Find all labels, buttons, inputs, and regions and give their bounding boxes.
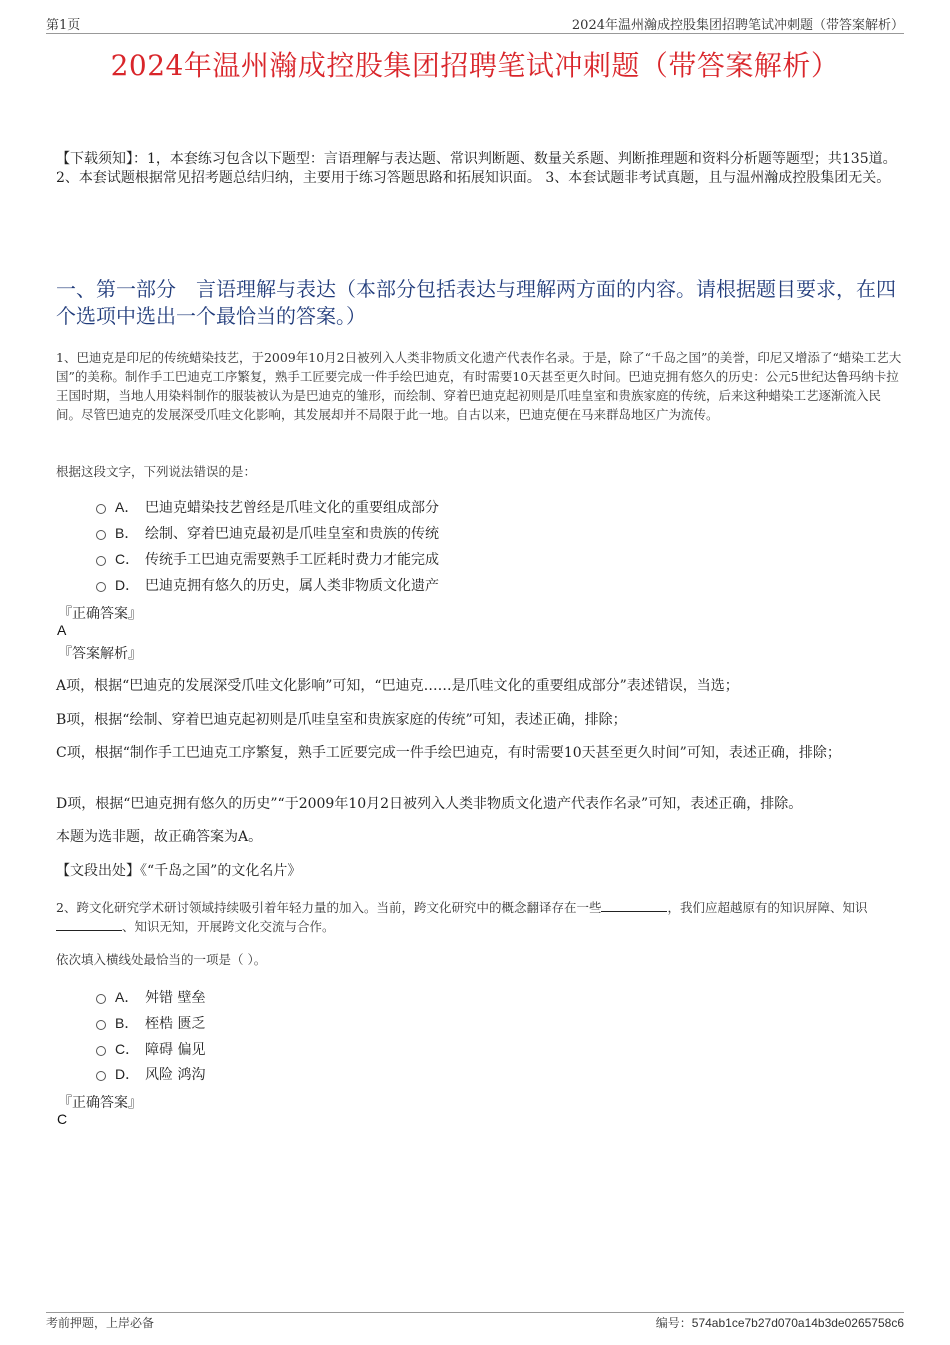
radio-icon[interactable]: [96, 1020, 106, 1030]
analysis-item-b: B项，根据“绘制、穿着巴迪克起初则是爪哇皇室和贵族家庭的传统”可知，表述正确，排除；: [56, 712, 627, 728]
analysis-item-c: C项，根据“制作手工巴迪克工序繁复，熟手工匠要完成一件手绘巴迪克，有时需要10天甚至更久时间”可知，表述正确，排除；: [56, 745, 841, 761]
option-text: 风险 鸿沟: [145, 1067, 206, 1083]
footer-divider: [46, 1312, 904, 1313]
analysis-item-d: D项，根据“巴迪克拥有悠久的历史”“于2009年10月2日被列入人类非物质文化遗产代表作名录”可知，表述正确，排除。: [56, 796, 803, 812]
radio-icon[interactable]: [96, 1071, 106, 1081]
doc-id-code: 574ab1ce7b27d070a14b3de0265758c6: [691, 1316, 904, 1330]
question-2-prompt: 依次填入横线处最恰当的一项是（ ）。: [56, 952, 267, 967]
analysis-item-a: A项，根据“巴迪克的发展深受爪哇文化影响”可知，“巴迪克……是爪哇文化的重要组成部分”表述错误，当选；: [56, 678, 739, 694]
option-text: 障碍 偏见: [145, 1042, 206, 1058]
radio-icon[interactable]: [96, 530, 106, 540]
question-2-text: [56, 898, 902, 936]
option-text: 巴迪克拥有悠久的历史，属人类非物质文化遗产: [145, 578, 439, 594]
doc-id-label: 编号：: [655, 1316, 692, 1330]
option-letter: D．: [115, 1066, 140, 1082]
page-title: 2024年温州瀚成控股集团招聘笔试冲刺题（带答案解析）: [110, 49, 840, 82]
correct-answer-value: C: [57, 1111, 68, 1127]
option-letter: A．: [115, 499, 139, 515]
radio-icon[interactable]: [96, 504, 106, 514]
correct-answer-value: A: [57, 622, 67, 638]
passage-source: 【文段出处】《“千岛之国”的文化名片》: [56, 863, 302, 879]
download-notice: 【下载须知】：1，本套练习包含以下题型：言语理解与表达题、常识判断题、数量关系题、判断推理题和资料分析题等题型；共135道。 2、本套试题根据常见招考题总结归纳，主要用于练习答题思路和拓展知识面。 3、本套试题非考试真题，且与温州瀚成控股集团无关。: [56, 151, 897, 186]
option-text: 传统手工巴迪克需要熟手工匠耗时费力才能完成: [145, 552, 439, 568]
question-2-option-d[interactable]: [96, 1064, 205, 1084]
question-2-option-c[interactable]: [96, 1039, 205, 1059]
option-letter: B．: [115, 1015, 139, 1031]
radio-icon[interactable]: [96, 556, 106, 566]
question-1-option-a[interactable]: [96, 497, 439, 517]
section-heading: 一、第一部分 言语理解与表达（本部分包括表达与理解两方面的内容。请根据题目要求，在四个选项中选出一个最恰当的答案。）: [56, 277, 896, 328]
correct-answer-label: 『正确答案』: [58, 1095, 142, 1111]
option-text: 舛错 壁垒: [145, 990, 206, 1006]
correct-answer-label: 『正确答案』: [58, 606, 142, 622]
header-doc-title: 2024年温州瀚成控股集团招聘笔试冲刺题（带答案解析）: [571, 18, 904, 33]
question-1-prompt: 根据这段文字，下列说法错误的是：: [56, 464, 257, 479]
option-text: 巴迪克蜡染技艺曾经是爪哇文化的重要组成部分: [145, 500, 439, 516]
fill-blank: [601, 899, 667, 912]
analysis-conclusion: 本题为选非题，故正确答案为A。: [56, 829, 263, 845]
option-text: 桎梏 匮乏: [145, 1016, 206, 1032]
option-letter: C．: [115, 1041, 140, 1057]
radio-icon[interactable]: [96, 1046, 106, 1056]
option-letter: D．: [115, 577, 140, 593]
option-letter: A．: [115, 989, 139, 1005]
footer-slogan: 考前押题，上岸必备: [46, 1316, 155, 1330]
fill-blank: [56, 918, 122, 931]
question-1-option-c[interactable]: [96, 549, 439, 569]
question-2-text-part: ，我们应超越原有的知识屏障、知识: [667, 900, 868, 915]
option-letter: C．: [115, 551, 140, 567]
radio-icon[interactable]: [96, 994, 106, 1004]
question-2-option-a[interactable]: [96, 987, 205, 1007]
question-1-option-d[interactable]: [96, 575, 439, 595]
question-2-text-part: 2、跨文化研究学术研讨领域持续吸引着年轻力量的加入。当前，跨文化研究中的概念翻译存在一些: [56, 900, 602, 915]
radio-icon[interactable]: [96, 582, 106, 592]
answer-analysis-label: 『答案解析』: [58, 646, 142, 662]
question-1-option-b[interactable]: [96, 523, 439, 543]
question-1-text: 1、巴迪克是印尼的传统蜡染技艺，于2009年10月2日被列入人类非物质文化遗产代表作名录。于是，除了“千岛之国”的美誉，印尼又增添了“蜡染工艺大国”的美称。制作手工巴迪克工序繁复，熟手工匠要完成一件手绘巴迪克，有时需要10天甚至更久时间。巴迪克拥有悠久的历史：公元5世纪达鲁玛纳卡拉王国时期，当地人用染料制作的服装被认为是巴迪克的雏形，而绘制、穿着巴迪克起初则是爪哇皇室和贵族家庭的传统，后来这种蜡染工艺逐渐流入民间。尽管巴迪克的发展深受爪哇文化影响，其发展却并不局限于此一地。自古以来，巴迪克便在马来群岛地区广为流传。: [56, 350, 902, 422]
option-text: 绘制、穿着巴迪克最初是爪哇皇室和贵族的传统: [145, 526, 439, 542]
page-number: 第1页: [46, 18, 81, 33]
footer-doc-id: [656, 1314, 904, 1331]
header-divider: [46, 33, 904, 34]
option-letter: B．: [115, 525, 139, 541]
question-2-option-b[interactable]: [96, 1013, 205, 1033]
question-2-text-part: 、知识无知，开展跨文化交流与合作。: [122, 919, 335, 934]
